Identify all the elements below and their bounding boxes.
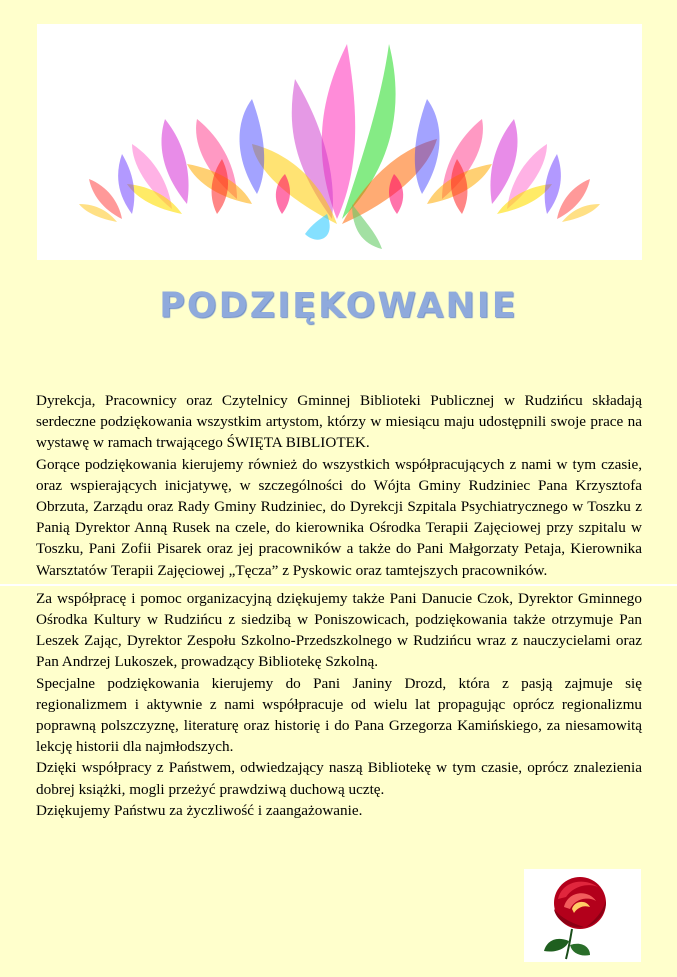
rose-icon [524, 869, 641, 962]
colorful-flowers-icon [37, 24, 642, 260]
paragraph: Gorące podziękowania kierujemy również do wszystkich współpracujących z nami w tym czasie, oraz wspierających inicjatywę, w szczególności do Wójta Gminy Rudziniec Pana Krzysztofa Obrzuta, Zarządu oraz Rady Gminy Rudziniec, do Dyrekcji Szpitala Psychiatrycznego w Toszku z Panią Dyrektor Anną Rusek na czele, do kierownika Ośrodka Terapii Zajęciowej przy szpitalu w Toszku, Pani Zofii Pisarek oraz jej pracowników a także do Pani Małgorzaty Petaja, Kierownika Warsztatów Terapii Zajęciowej „Tęcza” z Pyskowic oraz tamtejszych pracowników. [36, 455, 642, 579]
page-title: PODZIĘKOWANIE [159, 286, 518, 326]
paragraph: Dyrekcja, Pracownicy oraz Czytelnicy Gminnej Biblioteki Publicznej w Rudzińcu składają serdeczne podziękowania wszystkim artystom, którzy w miesiącu maju udostępnili swoje prace na wystawę w ramach trwającego ŚWIĘTA BIBLIOTEK. [36, 392, 642, 452]
paragraph: Dzięki współpracy z Państwem, odwiedzający naszą Bibliotekę w tym czasie, oprócz znalezienia dobrej książki, mogli przeżyć prawdziwą duchową ucztę. [36, 759, 642, 798]
divider [0, 584, 677, 586]
flower-banner-image [37, 24, 642, 260]
paragraph: Dziękujemy Państwu za życzliwość i zaangażowanie. [36, 801, 363, 819]
paragraph: Specjalne podziękowania kierujemy do Pani Janiny Drozd, która z pasją zajmuje się regionalizmem i aktywnie z nami współpracuje od wielu lat propagując oprócz regionalizmu poprawną polszczyznę, literaturę oraz historię i do Pana Grzegorza Kamińskiego, za niesamowitą lekcję historii dla najmłodszych. [36, 674, 642, 756]
paragraph: Za współpracę i pomoc organizacyjną dziękujemy także Pani Danucie Czok, Dyrektor Gminnego Ośrodka Kultury w Rudzińcu z siedzibą w Poniszowicach, podziękowania także otrzymuje Pan Leszek Zając, Dyrektor Zespołu Szkolno-Przedszkolnego w Rudzińcu wraz z nauczycielami oraz Pan Andrzej Lukoszek, prowadzący Bibliotekę Szkolną. [36, 589, 642, 671]
rose-image [524, 869, 641, 962]
body-text [36, 390, 642, 821]
